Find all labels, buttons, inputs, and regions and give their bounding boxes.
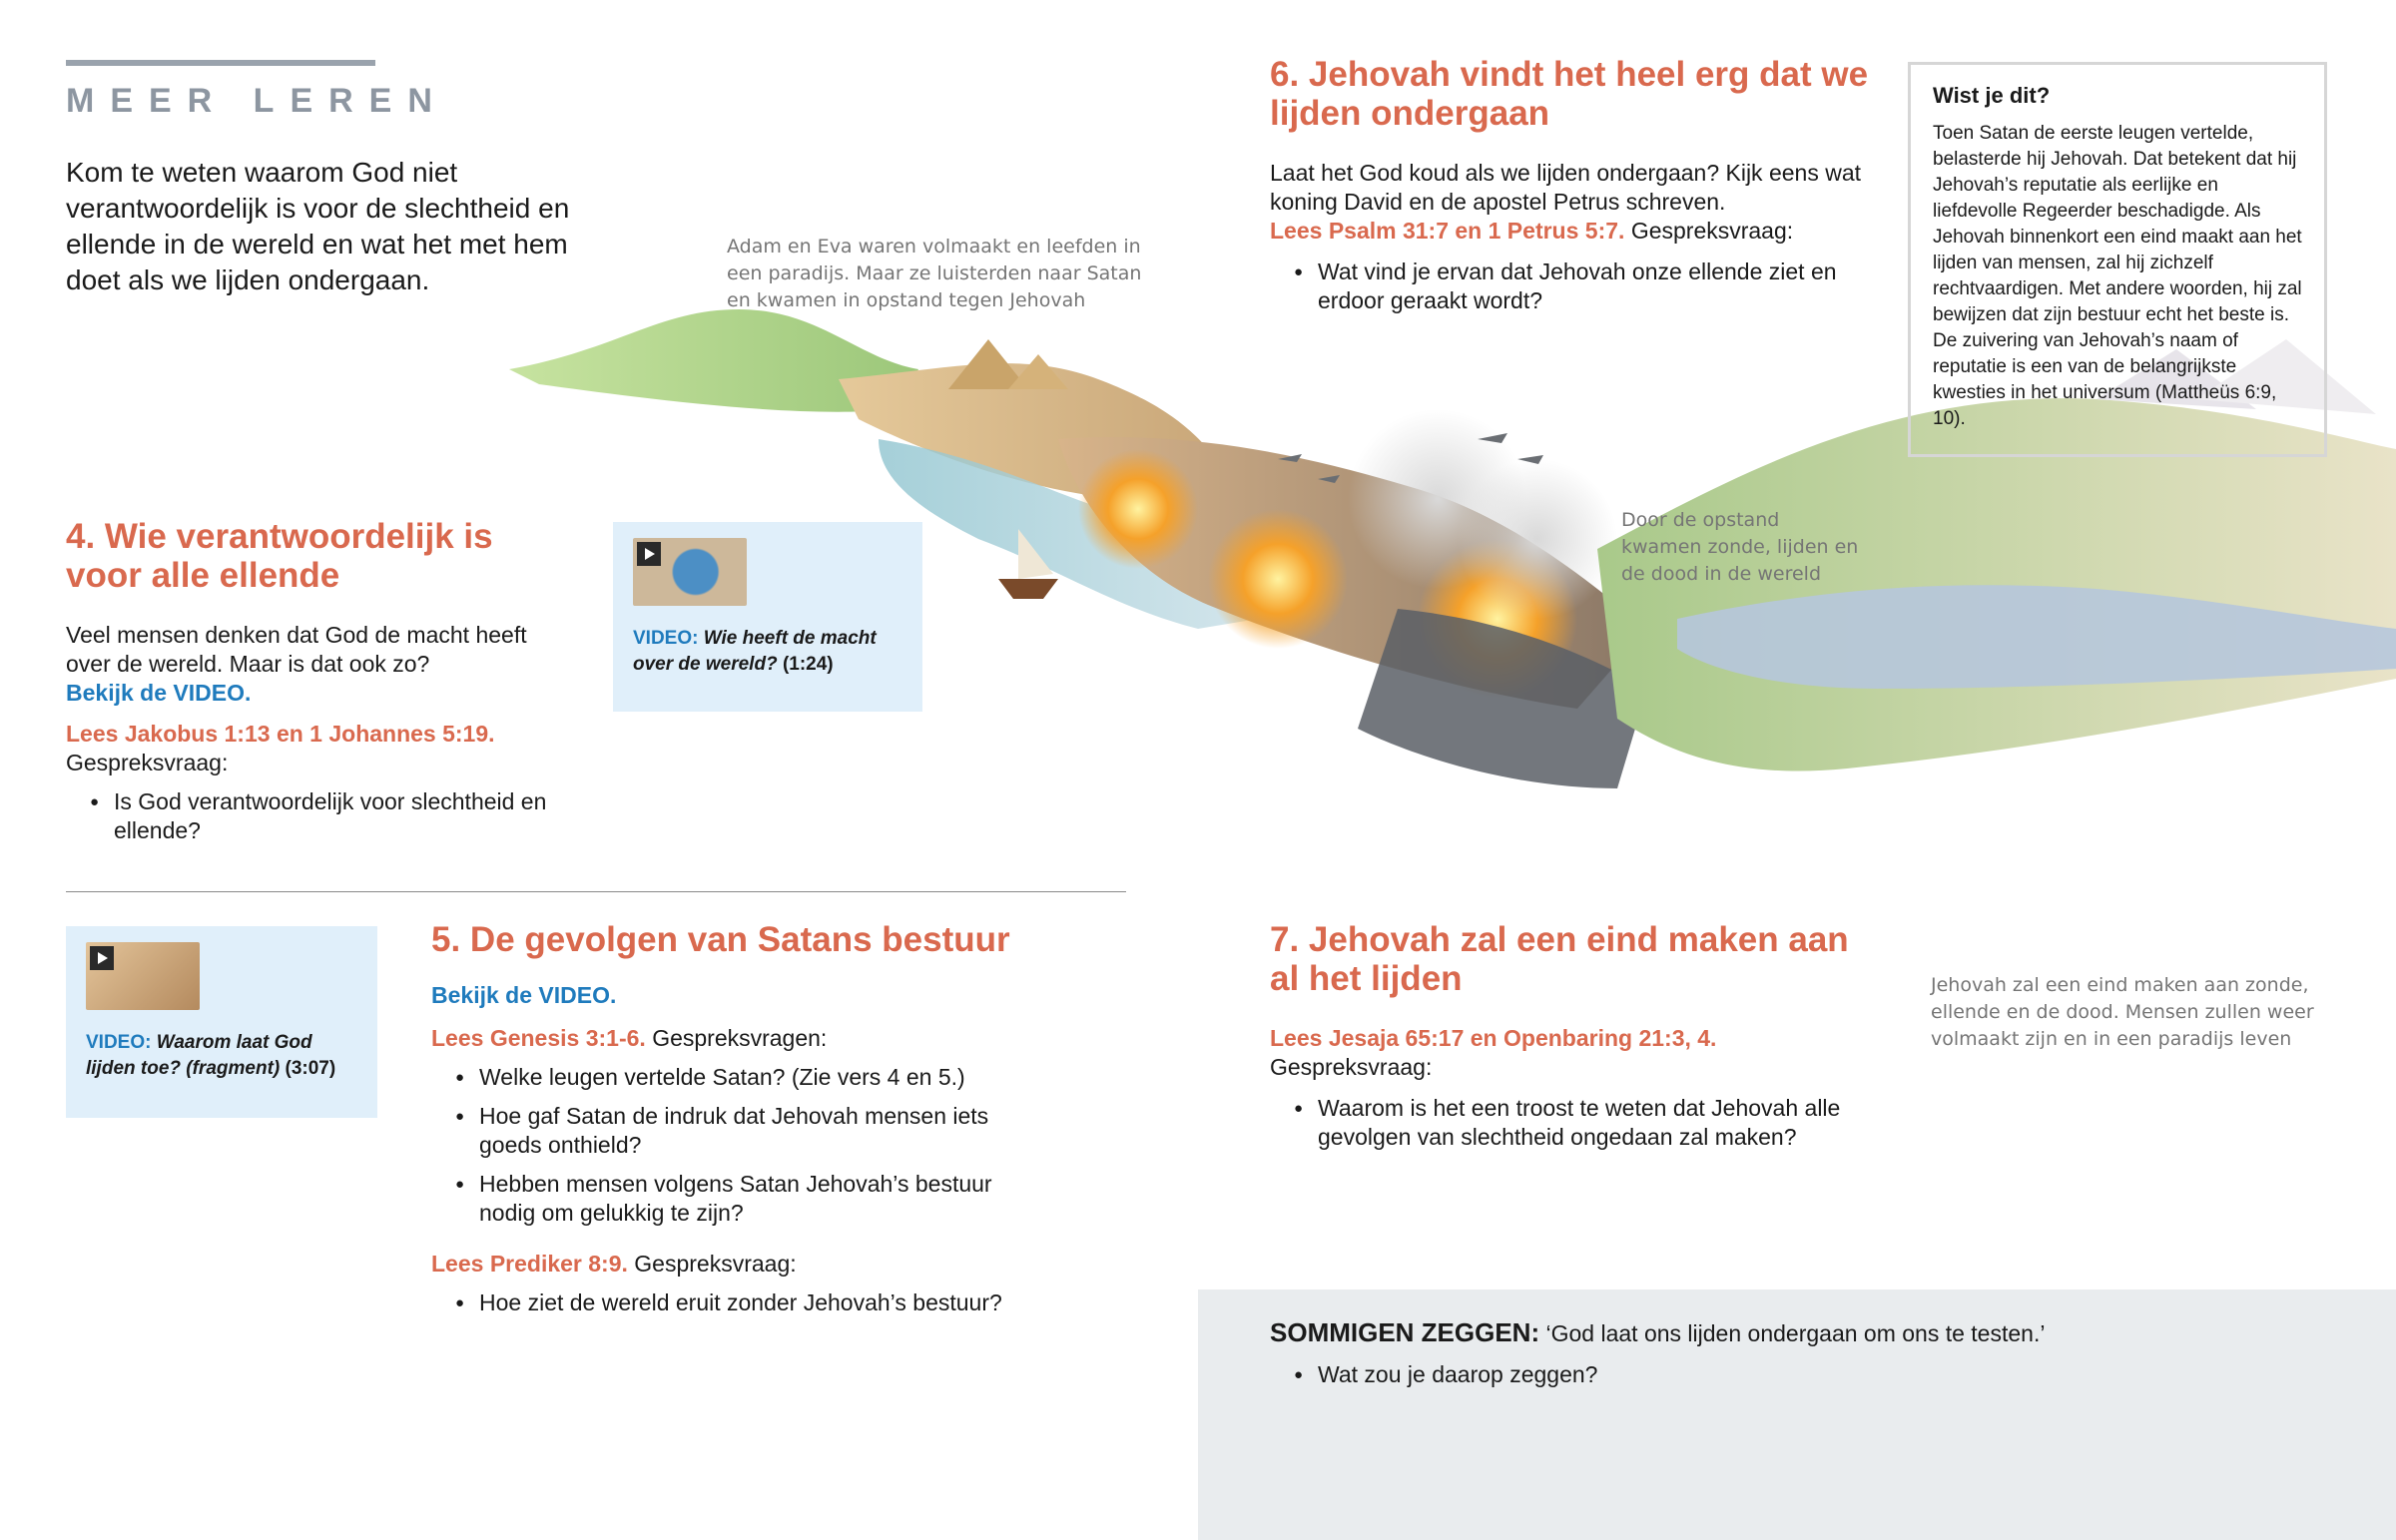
section-5-bullets-2 — [431, 1288, 1050, 1317]
caption-eind: Jehovah zal een eind maken aan zonde, ellende en de dood. Mensen zullen weer volmaakt zijn en in een paradijs leven — [1931, 974, 2314, 1050]
intro-text: Kom te weten waarom God niet verantwoordelijk is voor de slechtheid en ellende in de wereld en wat het met hem doet als we lijden ondergaan. — [66, 157, 570, 295]
section-7-question-label: Gespreksvraag: — [1270, 1054, 1433, 1080]
section-5-read-line-1 — [431, 1024, 1050, 1053]
section-4-question-label: Gespreksvraag: — [66, 750, 229, 775]
section-6 — [1270, 55, 1889, 325]
caption-adam-eva: Adam en Eva waren volmaakt en leefden in een paradijs. Maar ze luisterden naar Satan en kwamen in opstand tegen Jehovah — [727, 236, 1142, 311]
section-5 — [431, 920, 1050, 1327]
header-label: MEER LEREN — [66, 82, 448, 120]
wist-je-dit-title: Wist je dit? — [1933, 83, 2051, 108]
list-item: ● Hoe gaf Satan de indruk dat Jehovah mensen iets goeds onthield? — [431, 1102, 1050, 1160]
section-4-bullets — [66, 787, 565, 845]
sommigen-zeggen-label: SOMMIGEN ZEGGEN: — [1270, 1317, 1540, 1347]
section-6-heading: 6. Jehovah vindt het heel erg dat we lijden ondergaan — [1270, 55, 1869, 133]
sommigen-zeggen-line — [1270, 1317, 2324, 1348]
divider — [66, 891, 1126, 892]
section-6-read-line — [1270, 217, 1889, 246]
section-5-video-link[interactable]: Bekijk de VIDEO. — [431, 982, 617, 1008]
video-card-macht[interactable] — [613, 522, 922, 712]
wist-je-dit-text: Toen Satan de eerste leugen vertelde, belasterde hij Jehovah. Dat betekent dat hij Jehovah’s reputatie als eerlijke en liefdevolle Regeerder beschadigde. Als Jehovah binnenkort een eind maakt aan het lijden van mensen, zal hij zichzelf rechtvaardigen. Met andere woorden, hij zal bewijzen dat zijn bestuur echt het beste is. De zuivering van Jehovah’s naam of reputatie is een van de belangrijkste kwesties in het universum (Mattheüs 6:9, 10). — [1933, 123, 2302, 429]
video-thumbnail[interactable] — [633, 538, 747, 606]
section-5-question-label-1: Gespreksvragen: — [652, 1025, 828, 1051]
section-4-read-ref[interactable]: Lees Jakobus 1:13 en 1 Johannes 5:19. — [66, 721, 495, 747]
video-card-lijden[interactable] — [66, 926, 377, 1118]
section-5-question-label-2: Gespreksvraag: — [634, 1251, 797, 1277]
sommigen-zeggen-box — [1198, 1289, 2396, 1540]
section-6-question-label: Gespreksvraag: — [1630, 218, 1794, 244]
sommigen-zeggen-quote: ‘God laat ons lijden ondergaan om ons te testen.’ — [1545, 1320, 2046, 1346]
list-item: ● Welke leugen vertelde Satan? (Zie vers 4 en 5.) — [431, 1063, 1050, 1092]
section-5-read-ref-2[interactable]: Lees Prediker 8:9. — [431, 1251, 628, 1277]
sommigen-zeggen-bullets — [1270, 1360, 2324, 1389]
section-6-bullets — [1270, 257, 1889, 315]
section-4-video-link[interactable]: Bekijk de VIDEO. — [66, 680, 252, 706]
section-6-body: Laat het God koud als we lijden ondergaan? Kijk eens wat koning David en de apostel Petrus schreven. — [1270, 160, 1862, 215]
play-icon[interactable] — [90, 946, 114, 970]
section-5-read-ref-1[interactable]: Lees Genesis 3:1-6. — [431, 1025, 646, 1051]
section-4-body: Veel mensen denken dat God de macht heeft over de wereld. Maar is dat ook zo? — [66, 622, 527, 677]
section-7-read-ref[interactable]: Lees Jesaja 65:17 en Openbaring 21:3, 4. — [1270, 1025, 1717, 1051]
section-6-read-ref[interactable]: Lees Psalm 31:7 en 1 Petrus 5:7. — [1270, 218, 1625, 244]
header-bar — [66, 60, 375, 66]
list-item: ● Wat vind je ervan dat Jehovah onze ellende ziet en erdoor geraakt wordt? — [1270, 257, 1889, 315]
play-icon[interactable] — [637, 542, 661, 566]
wist-je-dit-box — [1908, 62, 2327, 457]
caption-opstand: Door de opstand kwamen zonde, lijden en de dood in de wereld — [1621, 509, 1859, 585]
section-7-bullets — [1270, 1094, 1869, 1152]
section-4-heading: 4. Wie verantwoordelijk is voor alle ellende — [66, 517, 493, 595]
section-5-read-line-2 — [431, 1250, 1050, 1279]
section-4 — [66, 517, 565, 855]
list-item: ● Wat zou je daarop zeggen? — [1270, 1360, 2324, 1389]
video-caption: VIDEO: Waarom laat God lijden toe? (fragment) (3:07) — [86, 1032, 336, 1079]
list-item: ● Hoe ziet de wereld eruit zonder Jehovah’s bestuur? — [431, 1288, 1050, 1317]
video-thumbnail[interactable] — [86, 942, 200, 1010]
section-7-heading: 7. Jehovah zal een eind maken aan al het lijden — [1270, 920, 1849, 998]
section-7 — [1270, 920, 1869, 1162]
list-item: ● Is God verantwoordelijk voor slechtheid en ellende? — [66, 787, 565, 845]
video-caption: VIDEO: Wie heeft de macht over de wereld? (1:24) — [633, 628, 877, 675]
section-5-bullets-1 — [431, 1063, 1050, 1228]
section-5-heading: 5. De gevolgen van Satans bestuur — [431, 920, 1010, 959]
list-item: ● Waarom is het een troost te weten dat Jehovah alle gevolgen van slechtheid ongedaan zal maken? — [1270, 1094, 1869, 1152]
list-item: ● Hebben mensen volgens Satan Jehovah’s bestuur nodig om gelukkig te zijn? — [431, 1170, 1050, 1228]
